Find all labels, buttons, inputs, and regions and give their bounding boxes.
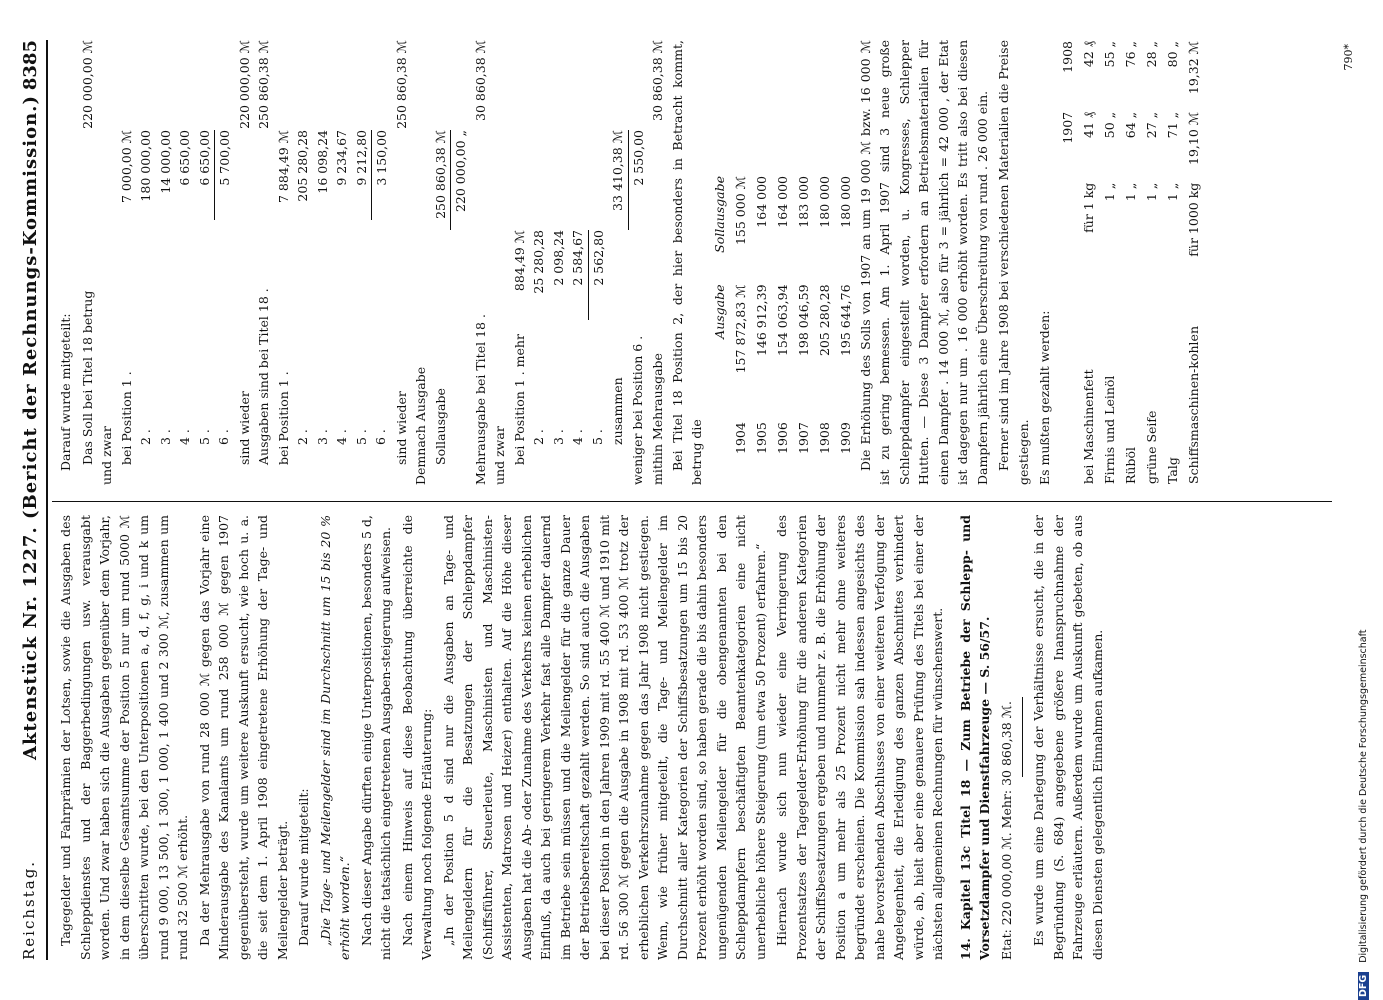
table-row: 1908 205 280,28 180 000 bbox=[816, 176, 832, 454]
paragraph: Tagegelder und Fahrprämien der Lotsen, sowie die Ausgaben des Schleppdienstes und der Baggerbedingungen usw. verausgabt worden. Und zwar haben sich die Ausgaben gegenüber dem Vorjahr, in dem dieselbe Gesamtsumme der Position 5 nur um rund 5000 ℳ überschritten wurde, bei den Unterpositionen a, d, f, g, i und k um rund 9 000, 13 500, 1 300, 1 000, 1 400 und 2 300 ℳ, zusammen um rund 32 500 ℳ erhöht. bbox=[58, 515, 190, 960]
soll-total-row: Das Soll bei Titel 18 betrug 220 000,00 ℳ bbox=[79, 40, 95, 465]
paragraph: Es wurde um eine Darlegung der Verhältnisse ersucht, die in der Begründung (S. 684) angegebene größere Inanspruchnahme der Fahrzeuge erläutern. Außerdem wurde um Auskunft gebeten, ob aus diesen Diensten gelegentlich Einnahmen aufkamen. bbox=[1031, 515, 1105, 960]
table-row: 4 . 9 234,67 bbox=[334, 130, 349, 445]
table-row: Talg 1 „ 71 „ 80 „ bbox=[1164, 41, 1180, 484]
right-column bbox=[56, 40, 1204, 485]
paragraph: Ferner sind im Jahre 1908 bei verschiedenen Materialien die Preise gestiegen. bbox=[996, 40, 1031, 485]
text-row: Demnach Ausgabe bbox=[413, 366, 428, 485]
ausgaben-total-row: Ausgaben sind bei Titel 18 . 250 860,38 ℳ bbox=[256, 40, 271, 465]
sum-row: zusammen 33 410,38 ℳ bbox=[610, 130, 625, 445]
table-row: bei Position 1 . 7 000,00 ℳ bbox=[118, 130, 134, 465]
paragraph: Nach einem Hinweis auf diese Beobachtung überreichte die Verwaltung noch folgende Erläuterung: bbox=[399, 515, 434, 960]
section-heading: 14. Kapitel 13c Titel 18 — Zum Betriebe der Schlepp- und Vorsetzdampfer und Dienstfahrzeuge — S. 56/57. bbox=[957, 515, 992, 960]
column-header: Ausgabe bbox=[711, 284, 727, 339]
table-row: Schiffsmaschinen-kohlen für 1000 kg 19,10 ℳ 19,32 ℳ bbox=[1185, 41, 1201, 484]
header-left: Reichstag. bbox=[20, 859, 38, 960]
ist-rows bbox=[274, 40, 392, 485]
table-row: 4 . 2 584,67 bbox=[570, 230, 585, 445]
paragraph: Nach dieser Angabe dürften einige Unterpositionen, besonders 5 d, nicht die tatsächlich eingetretenen Ausgaben-steigerung aufweisen. bbox=[358, 515, 393, 960]
year-table bbox=[709, 175, 856, 455]
text-row: und zwar bbox=[99, 426, 114, 485]
table-row: 6 . 3 150,00 bbox=[371, 40, 392, 485]
table-row: 5 . 9 212,80 bbox=[353, 130, 369, 445]
sum-row: sind wieder 220 000,00 ℳ bbox=[236, 40, 252, 465]
table-row: 1909 195 644,76 180 000 bbox=[837, 176, 853, 454]
table-row: bei Position 1 . 7 884,49 ℳ bbox=[275, 130, 291, 465]
mithin-row: mithin Mehrausgabe 30 860,38 ℳ bbox=[650, 40, 665, 485]
table-row: 2 . 180 000,00 bbox=[138, 130, 153, 445]
quote-paragraph: „In der Position 5 d sind nur die Ausgaben an Tage- und Meilengeldern für die Besatzungen der Schleppdampfer (Schiffsführer, Steuerleute, Maschinisten und Maschinisten-Assistenten, Matrosen und Heizer) enthalten. Auf die Höhe dieser Ausgaben hat die Ab- oder Zunahme des Verkehrs keinen erheblichen Einfluß, da auch bei geringerem Verkehr fast alle Dampfer dauernd im Betriebe sein müssen und die Meilengelder für die ganze Dauer der Betriebsbereitschaft gezahlt werden. So sind auch die Ausgaben bei dieser Position in den Jahren 1909 mit rd. 55 400 ℳ und 1910 mit rd. 56 300 ℳ gegen die Ausgabe in 1908 mit rd. 53 400 ℳ trotz der erheblichen Verkehrszunahme gegen das Jahr 1908 nicht gestiegen. Wenn, wie früher mitgeteilt, die Tage- und Meilengelder im Durchschnitt aller Kategorien der Schiffsbesatzungen um 15 bis 20 Prozent erhöht worden sind, so haben gerade die bis dahin besonders ungenügenden Meilengelder für die obengenannten bei den Schleppdampfern beschäftigten Beamtenkategorien eine nicht unerhebliche höhere Steigerung (um etwa 50 Prozent) erfahren.“ bbox=[440, 515, 768, 960]
quote-paragraph: „Die Tage- und Meilengelder sind im Durchschnitt um 15 bis 20 % erhöht worden.“ bbox=[317, 515, 352, 960]
table-row: 5 . 2 562,80 bbox=[588, 40, 609, 485]
page-number: 8385 bbox=[20, 40, 41, 91]
left-column bbox=[56, 515, 1109, 960]
table-row: Rüböl 1 „ 64 „ 76 „ bbox=[1122, 41, 1138, 484]
header-title: Aktenstück Nr. 1227. (Bericht der Rechnungs-Kommission.) bbox=[20, 95, 41, 760]
text-row: und zwar bbox=[492, 426, 507, 485]
table-row: 1904 157 872,83 ℳ 155 000 ℳ bbox=[732, 176, 748, 454]
column-header: 1908 bbox=[1059, 41, 1075, 73]
paragraph: Die Erhöhung des Solls von 1907 an um 19 000 ℳ bzw. 16 000 ℳ ist zu gering bemessen. Am 1. April 1907 sind 3 neue große Schleppdampfer eingestellt worden, u. Kongresses, Schlepper Hutten. — Diese 3 Dampfer erfordern an Betriebsmaterialien für einen Dampfer . 14 000 ℳ, also für 3 = jährlich = 42 000 , der Etat ist dagegen nur um . 16 000 erhöht worden. Es tritt also bei diesen Dampfern jährlich eine Überschreitung von rund . 26 000 ein. bbox=[857, 40, 990, 485]
table-row: 1905 146 912,39 164 000 bbox=[753, 176, 769, 454]
paragraph: Darauf wurde mitgeteilt: bbox=[58, 313, 73, 471]
table-row: 4 . 6 650,00 bbox=[177, 130, 192, 445]
column-header: Sollausgabe bbox=[711, 176, 727, 253]
soll-rows bbox=[117, 40, 235, 485]
column-divider bbox=[52, 501, 1332, 502]
table-row: bei Position 1 . mehr 884,49 ℳ bbox=[511, 230, 527, 465]
table-row: grüne Seife 1 „ 27 „ 28 „ bbox=[1143, 41, 1159, 484]
table-header-row bbox=[1057, 40, 1078, 485]
table-row: 5 . 6 650,00 bbox=[196, 130, 212, 445]
table-row: 3 . 2 098,24 bbox=[550, 230, 566, 445]
paragraph: Darauf wurde mitgeteilt: bbox=[296, 788, 311, 946]
table-row: bei Maschinenfett für 1 kg 41 ₰ 42 ₰ bbox=[1080, 41, 1096, 484]
paragraph: Da der Mehrausgabe von rund 28 000 ℳ gegen das Vorjahr eine Minderausgabe des Kanalamts um rund 258 000 ℳ gegen 1907 gegenübersteht, wurde um weitere Auskunft ersucht, wie hoch u. a. die seit dem 1. April 1908 eingetretene Erhöhung der Tage- und Meilengelder beträgt. bbox=[196, 515, 290, 960]
separator bbox=[1022, 698, 1023, 778]
table-row: 220 000,00 „ bbox=[450, 40, 471, 485]
table-row: 3 . 14 000,00 bbox=[157, 130, 173, 445]
table-row: 1906 154 063,94 164 000 bbox=[774, 176, 790, 454]
table-row: 2 . 205 280,28 bbox=[295, 130, 310, 445]
mehrausgabe-row: Mehrausgabe bei Titel 18 . 30 860,38 ℳ bbox=[472, 40, 488, 485]
table-row: Firnis und Leinöl 1 „ 50 „ 55 „ bbox=[1101, 41, 1117, 484]
mehr-rows bbox=[510, 40, 609, 485]
table-header-row bbox=[709, 175, 730, 455]
paragraph: Es mußten gezahlt werden: bbox=[1037, 310, 1052, 485]
page-header bbox=[18, 40, 48, 960]
table-row: Sollausgabe 250 860,38 ℳ bbox=[432, 130, 448, 465]
table-row: 1907 198 046,59 183 000 bbox=[795, 176, 811, 454]
etat-line: Etat: 220 000,00 ℳ. Mehr: 30 860,38 ℳ. bbox=[998, 700, 1014, 960]
weniger-row: weniger bei Position 6 . 2 550,00 bbox=[628, 40, 649, 485]
table-row: 3 . 16 098,24 bbox=[314, 130, 330, 445]
paragraph: Bei Titel 18 Position 2, der hier besonders in Betracht kommt, betrug die bbox=[669, 40, 704, 485]
column-header: 1907 bbox=[1059, 111, 1075, 144]
digitization-note bbox=[1358, 0, 1369, 1000]
table-row: 2 . 25 280,28 bbox=[531, 230, 546, 445]
sum-row: sind wieder 250 860,38 ℳ bbox=[393, 40, 409, 465]
price-table bbox=[1057, 40, 1204, 485]
digitization-text: Digitalisierung gefördert durch die Deutsche Forschungsgemeinschaft bbox=[1358, 629, 1369, 963]
page-footnote: 790* bbox=[1342, 44, 1355, 71]
table-row: 6 . 5 700,00 bbox=[214, 40, 235, 485]
dfg-logo-icon: DFG bbox=[1358, 972, 1369, 1000]
paragraph: Hiernach wurde sich nun wieder eine Verringerung des Prozentsatzes der Tagegelder-Erhöhung für die anderen Kategorien der Schiffsbesatzungen ergeben und nunmehr z. B. die Erhöhung der Position a um mehr als 25 Prozent nicht mehr ohne weiteres begründet erscheinen. Die Kommission sah indessen angesichts des nahe bevorstehenden Abschlusses von einer weiteren Verfolgung der Angelegenheit, die Erledigung des ganzen Abschnittes verhindert würde, ab, hielt aber eine genauere Prüfung des Titels bei einer der nächsten allgemeinen Rechnungen für wünschenswert. bbox=[774, 515, 945, 960]
